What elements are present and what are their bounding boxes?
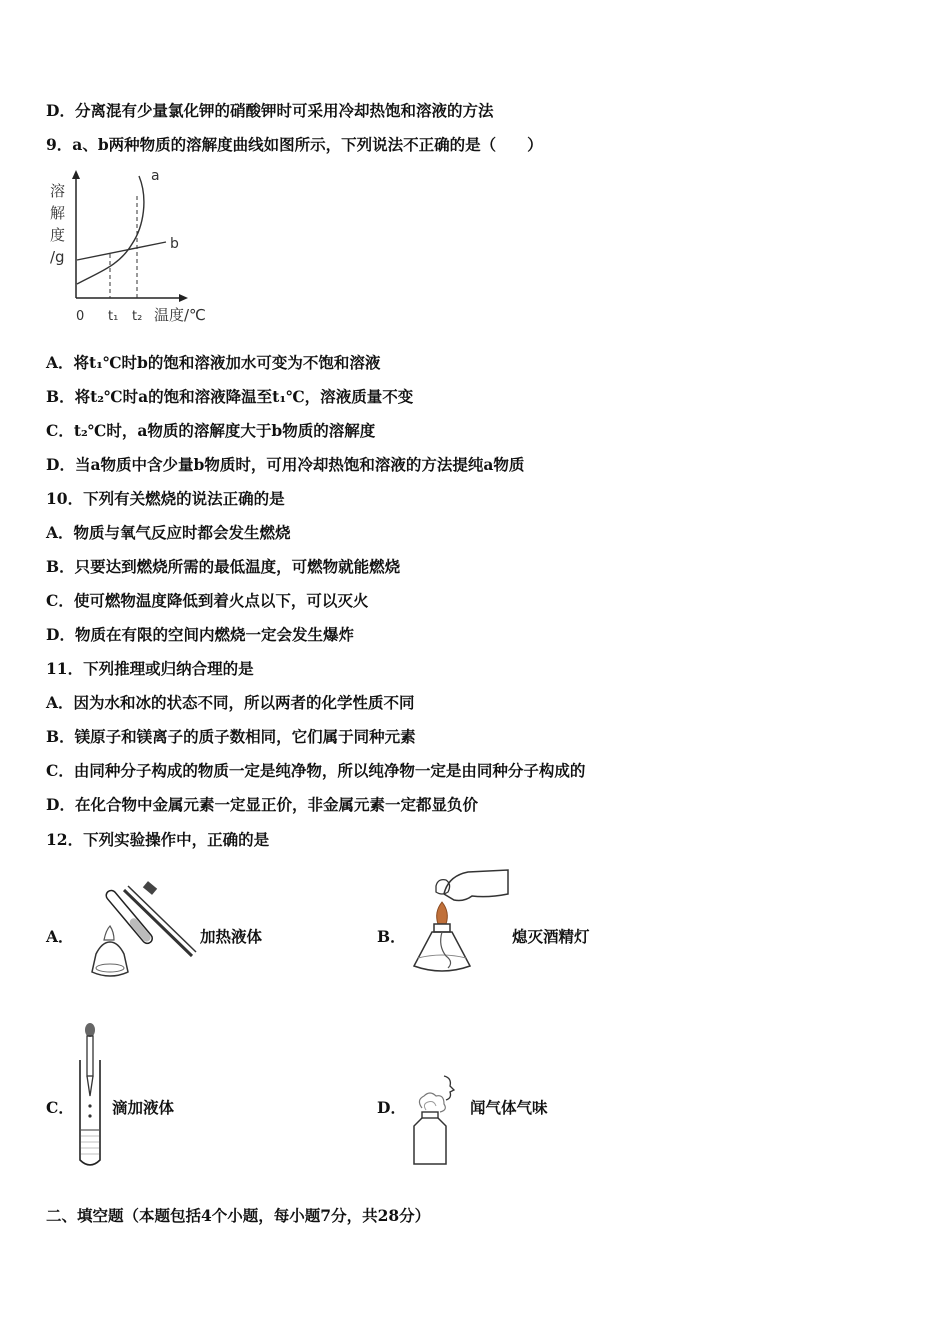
x-axis-arrow <box>179 294 188 302</box>
y-axis-label-char-2: 解 <box>50 204 66 222</box>
q9-option-b: B．将t₂℃时a的饱和溶液降温至t₁℃，溶液质量不变 <box>46 387 414 406</box>
face-profile <box>444 1076 454 1100</box>
q9-solubility-figure <box>44 168 224 328</box>
solubility-curve-plot <box>44 168 224 328</box>
flame <box>104 926 114 940</box>
q10-option-c: C．使可燃物温度降低到着火点以下，可以灭火 <box>46 591 369 610</box>
heating-liquid-illustration <box>80 876 200 986</box>
q11-option-a: A．因为水和冰的状态不同，所以两者的化学性质不同 <box>46 693 415 712</box>
curve-b-label: b <box>170 236 179 252</box>
x-axis-label: 温度/℃ <box>154 306 206 324</box>
q12-option-b-letter: B． <box>377 927 406 946</box>
q11-option-d: D．在化合物中金属元素一定显正价，非金属元素一定都显负价 <box>46 795 478 814</box>
q11-stem: 11．下列推理或归纳合理的是 <box>46 659 254 678</box>
q12-stem: 12．下列实验操作中，正确的是 <box>46 830 270 849</box>
section2-heading: 二、填空题（本题包括4个小题，每小题7分，共28分） <box>46 1206 431 1225</box>
y-axis-label-char-4: /g <box>50 248 65 266</box>
q10-option-a: A．物质与氧气反应时都会发生燃烧 <box>46 523 291 542</box>
q9-option-d: D．当a物质中含少量b物质时，可用冷却热饱和溶液的方法提纯a物质 <box>46 455 525 474</box>
y-axis-label-char-1: 溶 <box>50 182 66 200</box>
q11-option-b: B．镁原子和镁离子的质子数相同，它们属于同种元素 <box>46 727 416 746</box>
hand <box>444 870 508 901</box>
curve-a <box>77 176 144 284</box>
t2-tick-label: t₂ <box>132 309 143 324</box>
dropping-liquid-illustration <box>76 1020 106 1172</box>
q9-option-a: A．将t₁℃时b的饱和溶液加水可变为不饱和溶液 <box>46 353 381 372</box>
q10-option-b: B．只要达到燃烧所需的最低温度，可燃物就能燃烧 <box>46 557 401 576</box>
q12-option-a-label: 加热液体 <box>200 927 263 946</box>
alcohol-lamp <box>414 932 470 971</box>
q12-option-a-letter: A． <box>46 927 74 946</box>
q12-option-c-label: 滴加液体 <box>112 1098 175 1117</box>
alcohol-lamp <box>92 942 128 976</box>
q12-option-d-letter: D． <box>377 1098 406 1117</box>
t1-tick-label: t₁ <box>108 309 119 324</box>
q12-option-d-label: 闻气体气味 <box>470 1098 548 1117</box>
q8-option-d: D．分离混有少量氯化钾的硝酸钾时可采用冷却热饱和溶液的方法 <box>46 101 494 120</box>
origin-label: 0 <box>76 309 85 324</box>
q9-stem: 9．a、b两种物质的溶解度曲线如图所示，下列说法不正确的是（ ） <box>46 135 543 154</box>
q10-stem: 10．下列有关燃烧的说法正确的是 <box>46 489 285 508</box>
y-axis-arrow <box>72 170 80 179</box>
smell-gas-illustration <box>404 1072 470 1168</box>
dropper <box>87 1036 93 1076</box>
q12-option-c-letter: C． <box>46 1098 74 1117</box>
q10-option-d: D．物质在有限的空间内燃烧一定会发生爆炸 <box>46 625 354 644</box>
q11-option-c: C．由同种分子构成的物质一定是纯净物，所以纯净物一定是由同种分子构成的 <box>46 761 586 780</box>
extinguish-alcohol-lamp-illustration <box>408 866 514 982</box>
gas-bottle <box>414 1118 446 1164</box>
dropper-bulb <box>85 1023 95 1037</box>
vapor <box>419 1093 445 1112</box>
flame <box>437 902 448 924</box>
y-axis-label-char-3: 度 <box>50 226 66 244</box>
curve-a-label: a <box>151 168 160 184</box>
q9-option-c: C．t₂℃时，a物质的溶解度大于b物质的溶解度 <box>46 421 376 440</box>
q12-option-b-label: 熄灭酒精灯 <box>512 927 590 946</box>
